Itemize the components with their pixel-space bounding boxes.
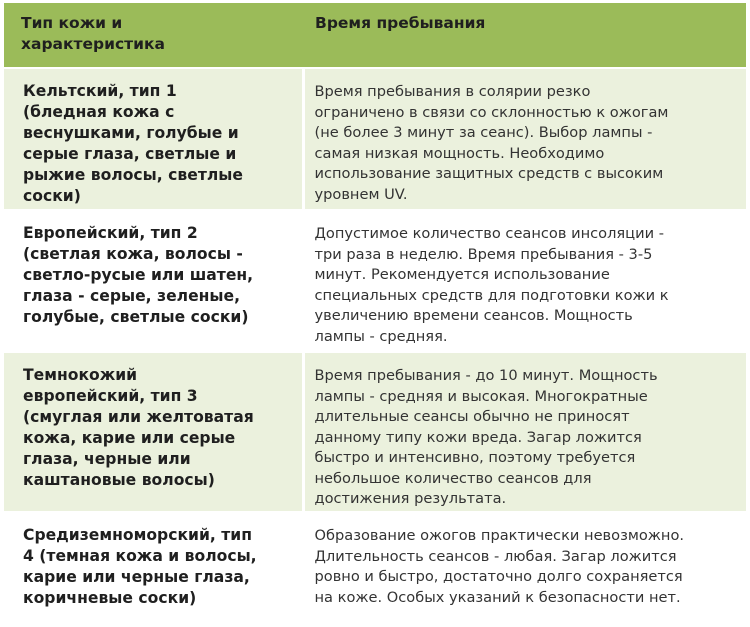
duration-cell: [303, 68, 746, 210]
skin-type-cell: [4, 512, 303, 621]
duration-text: Время пребывания - до 10 минут. Мощность лампы - средняя и высокая. Многократные длительные сеансы обычно не приносят данному типу кожи вреда. Загар ложится быстро и интенсивно, поэтому требуется небольшое количество сеансов для достижения результата.: [314, 367, 658, 507]
header-duration: [303, 3, 746, 68]
header-duration-label: Время пребывания: [315, 14, 486, 32]
duration-text: Допустимое количество сеансов инсоляции - три раза в неделю. Время пребывания - 3-5 минут. Рекомендуется использование специальных средств для подготовки кожи к увеличению времени сеансов. Мощность лампы - средняя.: [314, 225, 669, 345]
duration-cell: [303, 352, 746, 512]
table-row: [4, 352, 746, 512]
skin-type-text: Средиземноморский, тип 4 (темная кожа и волосы, карие или черные глаза, коричневые соски): [23, 526, 257, 607]
skin-type-table: [4, 3, 746, 621]
duration-text: Время пребывания в солярии резко ограничено в связи со склонностью к ожогам (не более 3 минут за сеанс). Выбор лампы - самая низкая мощность. Необходимо использование защитных средств с высоким уровнем UV.: [314, 83, 669, 203]
table-header-row: [4, 3, 746, 68]
duration-text: Образование ожогов практически невозможно. Длительность сеансов - любая. Загар ложится ровно и быстро, достаточно долго сохраняется на коже. Особых указаний к безопасности нет.: [314, 527, 685, 606]
table-row: [4, 512, 746, 621]
skin-type-text: Европейский, тип 2 (светлая кожа, волосы - светло-русые или шатен, глаза - серые, зеленые, голубые, светлые соски): [23, 224, 254, 326]
duration-cell: [303, 512, 746, 621]
header-skin-type: [4, 3, 303, 68]
table-row: [4, 68, 746, 210]
skin-type-text: Кельтский, тип 1 (бледная кожа с веснушками, голубые и серые глаза, светлые и рыжие волосы, светлые соски): [23, 82, 243, 205]
skin-type-text: Темнокожий европейский, тип 3 (смуглая или желтоватая кожа, карие или серые глаза, черные или каштановые волосы): [23, 366, 254, 489]
skin-type-cell: [4, 210, 303, 352]
header-skin-type-label: Тип кожи и характеристика: [21, 14, 165, 53]
table-row: [4, 210, 746, 352]
skin-type-cell: [4, 68, 303, 210]
skin-type-cell: [4, 352, 303, 512]
duration-cell: [303, 210, 746, 352]
